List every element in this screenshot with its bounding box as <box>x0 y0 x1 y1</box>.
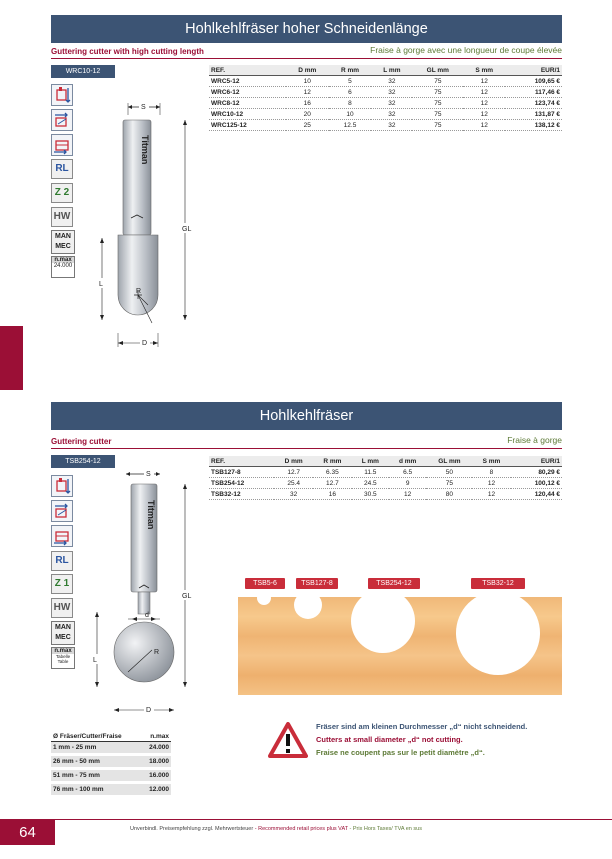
cell: 25 <box>286 120 329 131</box>
dim-gl: GL <box>182 593 192 600</box>
cell: 12 <box>463 120 505 131</box>
cell: 12 <box>463 87 505 98</box>
cell: 32 <box>371 87 412 98</box>
section1-subtitle-en: Guttering cutter with high cutting length <box>51 47 204 56</box>
angled-feed-icon <box>51 109 73 131</box>
section2-price-table <box>209 456 562 500</box>
profile-label-tsb32-12: TSB32-12 <box>471 578 525 589</box>
cell-ref: WRC10-12 <box>209 109 286 120</box>
table-header-row <box>209 456 562 467</box>
cell: 76 mm - 100 mm <box>51 783 141 797</box>
brand-logo: Titman <box>146 500 156 530</box>
cell: 32 <box>274 489 313 500</box>
feed-man-mec-icon <box>51 230 75 254</box>
cell: 18.000 <box>141 755 171 769</box>
cell: 16 <box>286 98 329 109</box>
col-gl: GL mm <box>426 456 472 467</box>
carbide-hw-icon: HW <box>51 598 73 618</box>
dim-gl: GL <box>182 226 192 233</box>
col-diameter: Ø Fräser/Cutter/Fraise <box>51 732 141 742</box>
cell: 75 <box>412 120 463 131</box>
nmax-badge <box>51 256 75 278</box>
col-nmax: n.max <box>141 732 171 742</box>
cell: 12 <box>463 98 505 109</box>
table-row <box>209 489 562 500</box>
cutting-edges-icon: Z 1 <box>51 574 73 594</box>
dim-l: L <box>99 281 103 288</box>
spindle-feed-icon <box>51 84 73 106</box>
dim-s: S <box>146 471 151 478</box>
section1-cutter-drawing <box>90 95 210 350</box>
cell: 16 <box>313 489 352 500</box>
col-price: EUR/1 <box>511 456 562 467</box>
footnote-en: Recommended retail prices plus VAT <box>258 826 348 832</box>
footer-divider <box>0 819 612 820</box>
table-header-row <box>209 65 562 76</box>
nmax-badge <box>51 647 75 669</box>
angled-feed-icon <box>51 500 73 522</box>
cell-ref: TSB254-12 <box>209 478 274 489</box>
table-row <box>209 76 562 87</box>
col-ref: REF. <box>209 65 286 76</box>
profile-label-tsb5-6: TSB5-6 <box>245 578 285 589</box>
cell: 80 <box>426 489 472 500</box>
cell-price: 80,29 € <box>511 467 562 478</box>
rotation-rl-icon: RL <box>51 159 73 179</box>
section1-divider <box>51 58 562 59</box>
dim-s: S <box>141 104 146 111</box>
profile-hole <box>257 591 271 605</box>
cell-price: 109,65 € <box>505 76 562 87</box>
page-number: 64 <box>0 820 55 845</box>
cell-price: 138,12 € <box>505 120 562 131</box>
cell: 5 <box>329 76 372 87</box>
col-l: L mm <box>352 456 389 467</box>
col-small-d: d mm <box>389 456 426 467</box>
wood-profile-sample <box>238 597 562 695</box>
dim-r: R <box>136 288 142 295</box>
man-label: MAN <box>55 233 71 240</box>
cell-price: 131,87 € <box>505 109 562 120</box>
table-row <box>209 98 562 109</box>
col-d: D mm <box>274 456 313 467</box>
side-tab <box>0 326 23 390</box>
nmax-value: 24.000 <box>53 263 73 269</box>
section1-subtitle-fr: Fraise à gorge avec une longueur de coupe élevée <box>370 45 562 55</box>
cell: 6.5 <box>389 467 426 478</box>
dim-d: D <box>146 707 152 714</box>
cell: 75 <box>412 109 463 120</box>
cell: 32 <box>371 120 412 131</box>
nmax-value: Tabelle Table <box>55 654 71 664</box>
cell-ref: WRC125-12 <box>209 120 286 131</box>
cell: 50 <box>426 467 472 478</box>
table-header-row <box>51 732 171 742</box>
footnote-sep: - <box>347 826 353 832</box>
profile-label-tsb254-12: TSB254-12 <box>368 578 420 589</box>
cell: 32 <box>371 109 412 120</box>
dim-r: R <box>154 649 160 656</box>
mec-label: MEC <box>55 634 71 641</box>
section2-subtitle-en: Guttering cutter <box>51 437 112 446</box>
cell: 12.5 <box>329 120 372 131</box>
table-row <box>209 109 562 120</box>
cell: 30.5 <box>352 489 389 500</box>
col-l: L mm <box>371 65 412 76</box>
cell: 12 <box>472 489 510 500</box>
profile-hole <box>351 589 415 653</box>
cell: 20 <box>286 109 329 120</box>
cell: 25.4 <box>274 478 313 489</box>
cell: 12.7 <box>274 467 313 478</box>
warning-icon <box>268 722 308 758</box>
cell: 11.5 <box>352 467 389 478</box>
cell: 12.7 <box>313 478 352 489</box>
cell: 12 <box>286 87 329 98</box>
col-gl: GL mm <box>412 65 463 76</box>
section1-product-code: WRC10-12 <box>51 65 115 78</box>
carbide-hw-icon: HW <box>51 207 73 227</box>
footnote-fr: Prix Hors Taxes/ TVA en sus <box>352 826 422 832</box>
col-d: D mm <box>286 65 329 76</box>
section2-cutter-drawing <box>90 462 210 717</box>
cell-ref: TSB127-8 <box>209 467 274 478</box>
cell: 10 <box>286 76 329 87</box>
table-row <box>209 120 562 131</box>
cell: 8 <box>472 467 510 478</box>
col-ref: REF. <box>209 456 274 467</box>
cell: 24.000 <box>141 742 171 755</box>
spindle-feed-icon <box>51 475 73 497</box>
profile-hole <box>456 591 540 675</box>
edge-feed-icon <box>51 525 73 547</box>
price-footnote <box>130 826 422 832</box>
section2-product-code: TSB254-12 <box>51 455 115 468</box>
section2-title: Hohlkehlfräser <box>51 402 562 430</box>
mec-label: MEC <box>55 243 71 250</box>
col-r: R mm <box>329 65 372 76</box>
cell: 75 <box>412 98 463 109</box>
cell: 6 <box>329 87 372 98</box>
table-row <box>51 755 171 769</box>
feed-man-mec-icon <box>51 621 75 645</box>
cell: 12 <box>463 109 505 120</box>
cell-ref: WRC8-12 <box>209 98 286 109</box>
col-r: R mm <box>313 456 352 467</box>
profile-label-tsb127-8: TSB127-8 <box>296 578 338 589</box>
warning-text-en: Cutters at small diameter „d“ not cutting. <box>316 735 463 744</box>
table-row <box>51 769 171 783</box>
cell: 75 <box>412 76 463 87</box>
cell: 75 <box>412 87 463 98</box>
cell-price: 117,46 € <box>505 87 562 98</box>
warning-text-de: Fräser sind am kleinen Durchmesser „d“ nicht schneidend. <box>316 722 528 731</box>
dim-small-d: d <box>145 612 149 619</box>
cell: 12 <box>389 489 426 500</box>
cell-ref: WRC6-12 <box>209 87 286 98</box>
cell: 16.000 <box>141 769 171 783</box>
cell: 24.5 <box>352 478 389 489</box>
cell: 10 <box>329 109 372 120</box>
man-label: MAN <box>55 624 71 631</box>
nmax-table <box>51 732 171 798</box>
cell-price: 120,44 € <box>511 489 562 500</box>
cell: 12 <box>472 478 510 489</box>
col-price: EUR/1 <box>505 65 562 76</box>
cell: 32 <box>371 98 412 109</box>
nmax-label: n.max <box>52 648 74 654</box>
edge-feed-icon <box>51 134 73 156</box>
cell: 26 mm - 50 mm <box>51 755 141 769</box>
table-row <box>209 478 562 489</box>
cutting-edges-icon: Z 2 <box>51 183 73 203</box>
table-row <box>209 467 562 478</box>
col-s: S mm <box>472 456 510 467</box>
cell: 9 <box>389 478 426 489</box>
col-s: S mm <box>463 65 505 76</box>
warning-text-fr: Fraise ne coupent pas sur le petit diamètre „d“. <box>316 748 485 757</box>
cell-price: 123,74 € <box>505 98 562 109</box>
section1-price-table <box>209 65 562 131</box>
cell: 51 mm - 75 mm <box>51 769 141 783</box>
section2-divider <box>51 448 562 449</box>
dim-d: D <box>142 340 148 347</box>
footnote-de: Unverbindl. Preisempfehlung zzgl. Mehrwertsteuer <box>130 826 254 832</box>
dim-l: L <box>93 657 97 664</box>
section1-title: Hohlkehlfräser hoher Schneidenlänge <box>51 15 562 43</box>
table-row <box>51 742 171 755</box>
cell: 32 <box>371 76 412 87</box>
cell: 6.35 <box>313 467 352 478</box>
footnote-sep: - <box>253 826 259 832</box>
rotation-rl-icon: RL <box>51 551 73 571</box>
table-row <box>209 87 562 98</box>
profile-hole <box>294 591 322 619</box>
cell: 75 <box>426 478 472 489</box>
cell-ref: TSB32-12 <box>209 489 274 500</box>
cell: 12.000 <box>141 783 171 797</box>
section2-subtitle-fr: Fraise à gorge <box>507 435 562 445</box>
cell-price: 100,12 € <box>511 478 562 489</box>
table-row <box>51 783 171 797</box>
nmax-label: n.max <box>52 257 74 263</box>
brand-logo: Titman <box>140 135 150 165</box>
cell: 12 <box>463 76 505 87</box>
cell-ref: WRC5-12 <box>209 76 286 87</box>
cell: 1 mm - 25 mm <box>51 742 141 755</box>
cell: 8 <box>329 98 372 109</box>
